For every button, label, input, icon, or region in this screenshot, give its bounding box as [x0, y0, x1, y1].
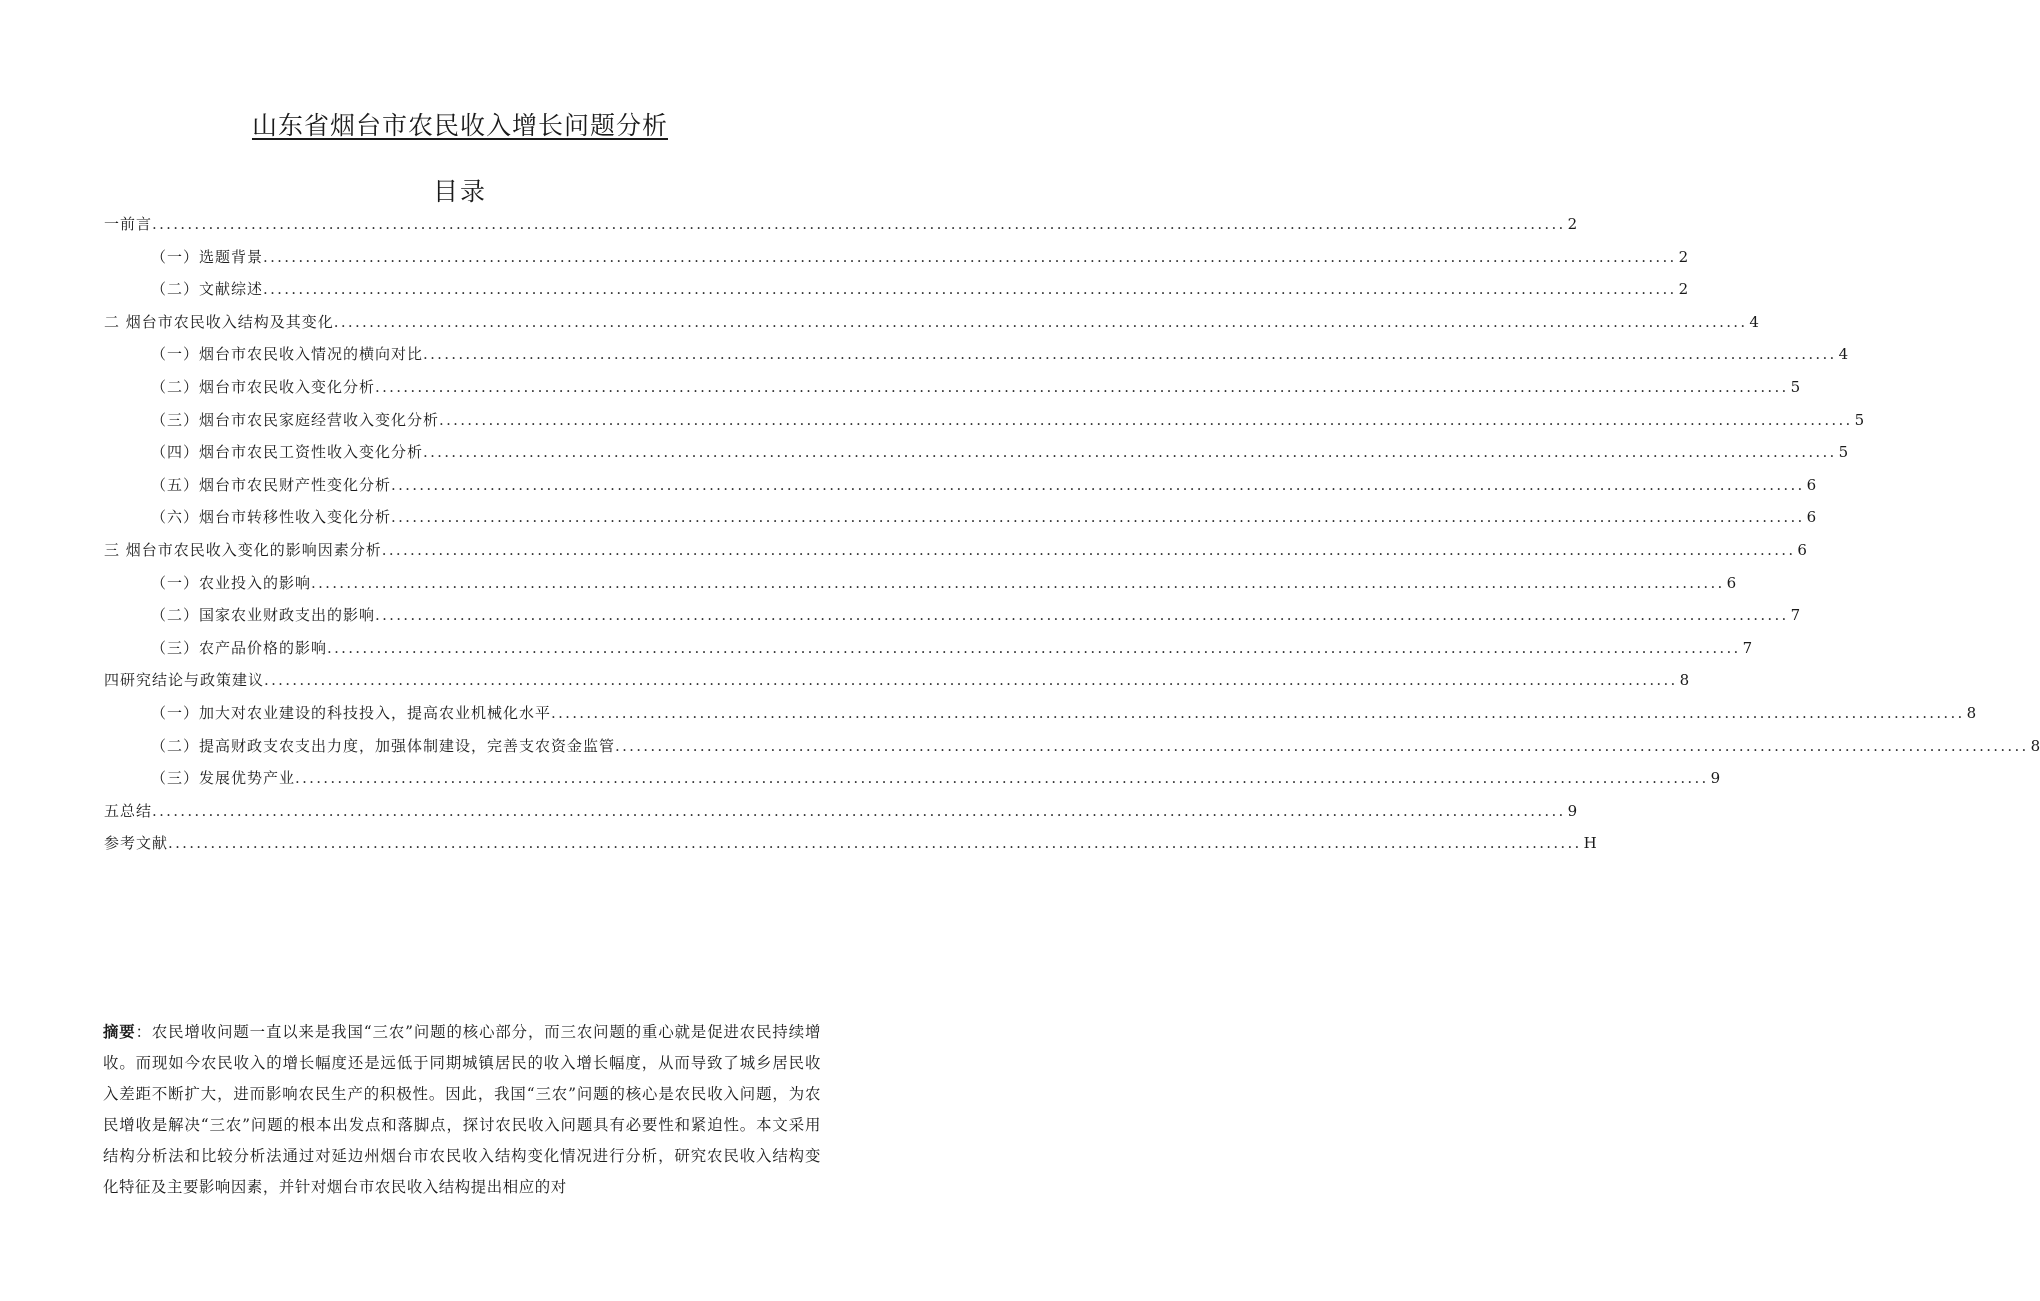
toc-entry-label: （一）农业投入的影响 [151, 573, 312, 592]
toc-entry[interactable] [104, 539, 1807, 572]
toc-dot-leader: ........................................................................................................................................................................................................ [439, 410, 1853, 429]
toc-entry-label: （六）烟台市转移性收入变化分析 [151, 508, 392, 527]
document-title: 山东省烟台市农民收入增长问题分析 [251, 111, 668, 140]
toc-entry[interactable] [104, 669, 1690, 702]
toc-entry-page: 7 [1790, 606, 1801, 625]
toc-dot-leader: ........................................................................................................................................................................................................ [333, 312, 1748, 331]
toc-entry[interactable] [104, 246, 1689, 279]
toc-entry[interactable] [104, 311, 1759, 344]
toc-entry-label: 三 烟台市农民收入变化的影响因素分析 [104, 540, 382, 559]
abstract-label: 摘要 [103, 1023, 136, 1041]
toc-entry-label: 四研究结论与政策建议 [104, 671, 265, 690]
toc-dot-leader: ........................................................................................................................................................................................................ [381, 540, 1796, 559]
toc-entry-label: （一）加大对农业建设的科技投入，提高农业机械化水平 [151, 703, 552, 722]
toc-entry-page: H [1583, 834, 1597, 853]
toc-dot-leader: ........................................................................................................................................................................................................ [327, 638, 1741, 657]
toc-dot-leader: ........................................................................................................................................................................................................ [152, 801, 1566, 820]
toc-entry[interactable] [104, 343, 1849, 376]
toc-entry-page: 6 [1797, 540, 1807, 559]
toc-heading: 目录 [432, 177, 487, 206]
toc-entry[interactable] [104, 702, 1977, 735]
toc-entry-label: 二 烟台市农民收入结构及其变化 [104, 312, 334, 331]
toc-entry-label: （三）农产品价格的影响 [151, 638, 328, 657]
toc-entry[interactable] [104, 213, 1578, 246]
toc-entry-page: 2 [1678, 280, 1689, 299]
toc-entry[interactable] [104, 767, 1721, 800]
toc-entry-label: （五）烟台市农民财产性变化分析 [151, 475, 392, 494]
toc-dot-leader: ........................................................................................................................................................................................................ [391, 475, 1805, 494]
toc-dot-leader: ........................................................................................................................................................................................................ [391, 508, 1805, 527]
toc-entry[interactable] [104, 278, 1689, 311]
toc-entry-label: （二）文献综述 [151, 280, 264, 299]
toc-entry[interactable] [104, 474, 1817, 507]
toc-entry-label: 参考文献 [104, 834, 169, 853]
toc-entry-label: （一）选题背景 [151, 247, 264, 266]
toc-entry-page: 2 [1678, 247, 1689, 266]
toc-entry-label: 一前言 [104, 215, 153, 233]
toc-dot-leader: ........................................................................................................................................................................................................ [263, 280, 1677, 299]
toc-entry-page: 6 [1726, 573, 1737, 592]
toc-dot-leader: ........................................................................................................................................................................................................ [168, 834, 1582, 853]
toc-entry-page: 4 [1749, 312, 1759, 331]
toc-dot-leader: ........................................................................................................................................................................................................ [152, 215, 1566, 233]
toc-dot-leader: ........................................................................................................................................................................................................ [263, 247, 1677, 266]
abstract-text: ：农民增收问题一直以来是我国“三农”问题的核心部分，而三农问题的重心就是促进农民持续增收。而现如今农民收入的增长幅度还是远低于同期城镇居民的收入增长幅度，从而导致了城乡居民收入差距不断扩大，进而影响农民生产的积极性。因此，我国“三农”问题的核心是农民收入问题，为农民增收是解决“三农”问题的根本出发点和落脚点，探讨农民收入问题具有必要性和紧迫性。本文采用结构分析法和比较分析法通过对延边州烟台市农民收入结构变化情况进行分析，研究农民收入结构变化特征及主要影响因素，并针对烟台市农民收入结构提出相应的对 [103, 1023, 821, 1196]
toc-dot-leader: ........................................................................................................................................................................................................ [311, 573, 1725, 592]
toc-entry-label: （二）提高财政支农支出力度，加强体制建设，完善支农资金监管 [151, 736, 616, 755]
abstract [103, 1017, 821, 1203]
toc-entry-page: 8 [1679, 671, 1690, 690]
toc-entry-label: （二）烟台市农民收入变化分析 [151, 377, 376, 396]
toc-entry[interactable] [104, 409, 1865, 442]
toc-entry[interactable] [104, 572, 1737, 605]
toc-entry-page: 8 [1966, 703, 1977, 722]
toc-entry-label: （三）烟台市农民家庭经营收入变化分析 [151, 410, 440, 429]
toc-dot-leader: ........................................................................................................................................................................................................ [423, 443, 1837, 462]
toc-entry-page: 8 [2030, 736, 2040, 755]
toc-entry-label: （三）发展优势产业 [151, 769, 296, 788]
toc-entry[interactable] [104, 800, 1578, 833]
toc-entry[interactable] [104, 637, 1753, 670]
toc-entry-label: （二）国家农业财政支出的影响 [151, 606, 376, 625]
toc-entry[interactable] [104, 832, 1597, 865]
toc-entry-label: 五总结 [104, 801, 153, 820]
toc-entry-page: 7 [1742, 638, 1753, 657]
toc-dot-leader: ........................................................................................................................................................................................................ [615, 736, 2029, 755]
toc-dot-leader: ........................................................................................................................................................................................................ [375, 377, 1789, 396]
toc-entry-page: 5 [1838, 443, 1849, 462]
toc-entry-label: （一）烟台市农民收入情况的横向对比 [151, 345, 424, 364]
toc-entry[interactable] [104, 376, 1801, 409]
toc-entry-page: 9 [1710, 769, 1721, 788]
toc-entry-page: 6 [1806, 508, 1817, 527]
toc-entry-page: 2 [1567, 215, 1578, 233]
toc-entry-page: 4 [1838, 345, 1849, 364]
toc-entry-page: 6 [1806, 475, 1817, 494]
toc-dot-leader: ........................................................................................................................................................................................................ [375, 606, 1789, 625]
toc-entry-page: 5 [1854, 410, 1865, 429]
toc-entry[interactable] [104, 506, 1817, 539]
toc-entry-label: （四）烟台市农民工资性收入变化分析 [151, 443, 424, 462]
toc-entry-page: 5 [1790, 377, 1801, 396]
toc-dot-leader: ........................................................................................................................................................................................................ [423, 345, 1837, 364]
toc-dot-leader: ........................................................................................................................................................................................................ [551, 703, 1965, 722]
table-of-contents [104, 213, 2040, 865]
toc-entry[interactable] [104, 604, 1801, 637]
toc-dot-leader: ........................................................................................................................................................................................................ [295, 769, 1709, 788]
toc-entry[interactable] [104, 735, 2040, 768]
toc-entry-page: 9 [1567, 801, 1578, 820]
toc-entry[interactable] [104, 441, 1849, 474]
toc-dot-leader: ........................................................................................................................................................................................................ [264, 671, 1678, 690]
